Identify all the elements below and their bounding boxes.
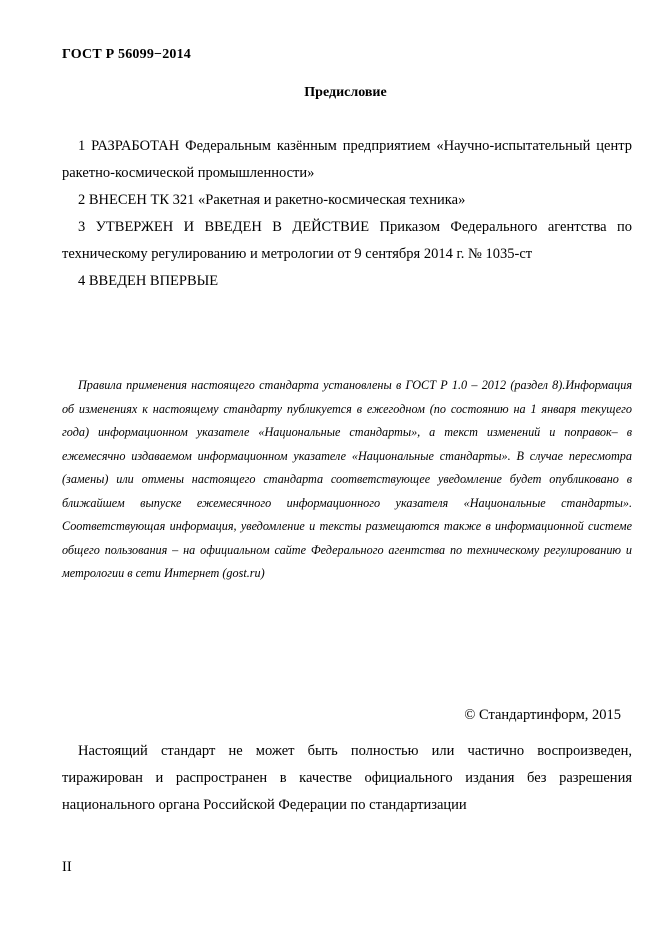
document-code: ГОСТ Р 56099−2014 — [62, 47, 191, 62]
preface-items — [62, 133, 632, 295]
preface-title: Предисловие — [304, 85, 387, 100]
preface-item-2: 2 ВНЕСЕН ТК 321 «Ракетная и ракетно-космическая техника» — [78, 192, 466, 208]
copyright-line: © Стандартинформ, 2015 — [464, 707, 621, 723]
preface-item-1: 1 РАЗРАБОТАН Федеральным казённым предприятием «Научно-испытательный центр ракетно-космической промышленности» — [62, 138, 632, 181]
preface-item-3: 3 УТВЕРЖЕН И ВВЕДЕН В ДЕЙСТВИЕ Приказом Федерального агентства по техническому регулированию и метрологии от 9 сентября 2014 г. № 1035-ст — [62, 219, 632, 262]
preface-item-4: 4 ВВЕДЕН ВПЕРВЫЕ — [78, 273, 219, 289]
page-number: II — [62, 859, 72, 875]
reproduction-notice: Настоящий стандарт не может быть полностью или частично воспроизведен, тиражирован и распространен в качестве официального издания без разрешения национального органа Российской Федерации по стандартизации — [62, 743, 632, 813]
rules-of-application-note: Правила применения настоящего стандарта установлены в ГОСТ Р 1.0 – 2012 (раздел 8).Информация об изменениях к настоящему стандарту публикуется в ежегодном (по состоянию на 1 января текущего года) информационном указателе «Национальные стандарты», а текст изменений и поправок– в ежемесячно издаваемом информационном указателе «Национальные стандарты». В случае пересмотра (замены) или отмены настоящего стандарта соответствующее уведомление будет опубликовано в ближайшем выпуске ежемесячного информационного указателя «Национальные стандарты». Соответствующая информация, уведомление и тексты размещаются также в информационной системе общего пользования – на официальном сайте Федерального агентства по техническому регулированию и метрологии в сети Интернет (gost.ru) — [62, 378, 632, 580]
